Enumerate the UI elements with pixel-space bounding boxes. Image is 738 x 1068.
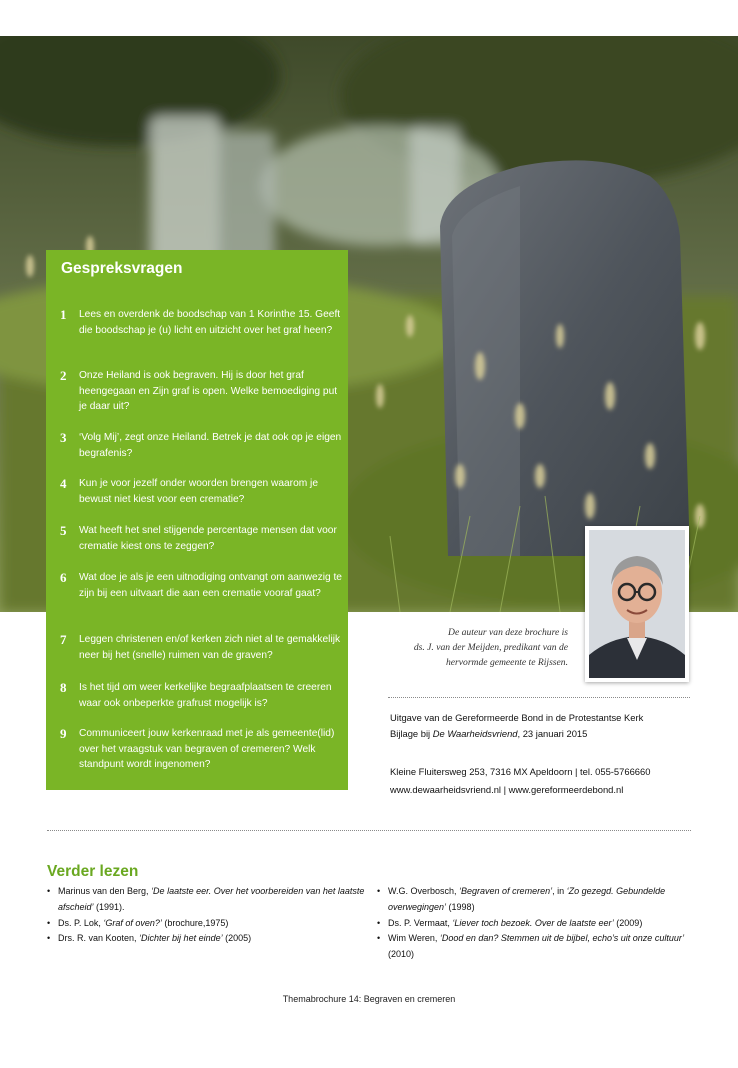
question-number: 9 [60, 726, 67, 741]
question-text: Kun je voor jezelf onder woorden brengen waarom je bewust niet kiest voor een crematie? [79, 478, 318, 505]
question-item [60, 368, 342, 415]
question-item [60, 307, 342, 338]
ref-title: ‘Liever toch bezoek. Over de laatste eer’ [452, 917, 614, 928]
question-text: Communiceert jouw kerkenraad met je als gemeente(lid) over het vraagstuk van begraven of cremeren? Welk standpunt wordt ingenomen? [79, 728, 335, 770]
ref-year: (2005) [222, 933, 252, 944]
address-line: Kleine Fluitersweg 253, 7316 MX Apeldoorn | tel. 055-5766660 [390, 766, 651, 777]
reading-item: • W.G. Overbosch, ‘Begraven of cremeren’, in ‘Zo gezegd. Gebundelde overwegingen’ (1998) [377, 886, 666, 912]
ref-connector: , in [552, 886, 567, 896]
question-item [60, 570, 342, 601]
websites-line: www.dewaarheidsvriend.nl | www.gereformeerdebond.nl [390, 784, 624, 795]
ref-title: ‘Dood en dan? Stemmen uit de bijbel, echo’s uit onze cultuur’ [439, 933, 685, 944]
reading-item: • Ds. P. Vermaat, ‘Liever toch bezoek. Over de laatste eer’ (2009) [377, 917, 643, 928]
ref-year: (2010) [388, 949, 415, 960]
question-number: 5 [60, 523, 67, 538]
ref-author: Ds. P. Lok, [58, 917, 104, 928]
ref-year: (2009) [613, 917, 643, 928]
question-text: Wat doe je als je een uitnodiging ontvangt om aanwezig te zijn bij een uitvaart die aan een crematie vooraf gaat? [79, 572, 342, 599]
ref-title: ‘De laatste eer. Over het voorbereiden van het laatste afscheid’ [58, 886, 365, 912]
ref-author: Marinus van den Berg, [58, 886, 152, 896]
reading-item: • Wim Weren, ‘Dood en dan? Stemmen uit de bijbel, echo’s uit onze cultuur’ (2010) [377, 933, 685, 960]
questions-title: Gespreksvragen [61, 260, 183, 277]
question-item [60, 476, 342, 507]
question-text: ‘Volg Mij’, zegt onze Heiland. Betrek je dat ook op je eigen begrafenis? [79, 432, 342, 459]
reading-list-right [377, 884, 697, 963]
question-text: Lees en overdenk de boodschap van 1 Korinthe 15. Geeft die boodschap je (u) licht en uitzicht over het graf heen? [79, 309, 341, 336]
question-text: Leggen christenen en/of kerken zich niet al te gemakkelijk neer bij het (snelle) ruimen van de graven? [79, 634, 341, 661]
ref-year: (brochure,1975) [161, 917, 229, 928]
ref-title: ‘Begraven of cremeren’ [459, 886, 553, 896]
reading-item: • Drs. R. van Kooten, ‘Dichter bij het einde’ (2005) [47, 933, 252, 944]
ref-author: W.G. Overbosch, [388, 886, 460, 896]
question-item [60, 680, 342, 711]
author-photo [589, 530, 685, 678]
caption-line: ds. J. van der Meijden, predikant van de [413, 642, 568, 653]
author-portrait [585, 526, 689, 682]
supplement-line [390, 726, 710, 742]
question-number: 4 [60, 476, 67, 491]
question-item [60, 726, 342, 773]
supplement-date: , 23 januari 2015 [517, 728, 588, 739]
question-number: 8 [60, 680, 67, 695]
supplement-prefix: Bijlage bij [390, 728, 433, 739]
question-text: Is het tijd om weer kerkelijke begraafplaatsen te creeren waar ook onbeperkte grafrust mogelijk is? [79, 682, 332, 709]
ref-title: ‘Graf of oven?’ [103, 917, 162, 928]
question-number: 2 [60, 368, 67, 383]
author-caption [388, 625, 568, 670]
ref-author: Wim Weren, [388, 933, 440, 944]
ref-author: Ds. P. Vermaat, [388, 917, 453, 928]
question-number: 7 [60, 632, 67, 647]
ref-author: Drs. R. van Kooten, [58, 933, 140, 944]
caption-line: De auteur van deze brochure is [448, 627, 568, 638]
ref-year: (1998) [446, 901, 475, 912]
divider [388, 697, 690, 698]
question-item [60, 523, 342, 554]
question-number: 6 [60, 570, 67, 585]
ref-title: ‘Dichter bij het einde’ [139, 933, 223, 944]
question-number: 3 [60, 430, 67, 445]
page-footer: Themabrochure 14: Begraven en cremeren [282, 994, 456, 1004]
publication-info [390, 710, 710, 798]
question-item [60, 632, 342, 663]
discussion-questions-box [46, 250, 348, 790]
question-text: Wat heeft het snel stijgende percentage mensen dat voor crematie kiest ons te zeggen? [79, 525, 337, 552]
caption-line: hervormde gemeente te Rijssen. [445, 657, 568, 668]
question-item [60, 430, 342, 461]
question-text: Onze Heiland is ook begraven. Hij is door het graf heengegaan en Zijn graf is open. Welke bemoediging put je daar uit? [79, 370, 338, 412]
divider [47, 830, 691, 831]
question-number: 1 [60, 307, 67, 322]
ref-year: (1991). [93, 901, 125, 912]
reading-item: • Marinus van den Berg, ‘De laatste eer. Over het voorbereiden van het laatste afscheid’ (1991). [47, 886, 365, 912]
ref-title: ‘Zo gezegd. Gebundelde overwegingen’ [388, 886, 666, 912]
publisher-line: Uitgave van de Gereformeerde Bond in de Protestantse Kerk [390, 712, 644, 723]
reading-list-left [47, 884, 365, 947]
magazine-name: De Waarheidsvriend [432, 728, 518, 739]
further-reading-title: Verder lezen [47, 863, 139, 880]
reading-item: • Ds. P. Lok, ‘Graf of oven?’ (brochure,1975) [47, 917, 229, 928]
